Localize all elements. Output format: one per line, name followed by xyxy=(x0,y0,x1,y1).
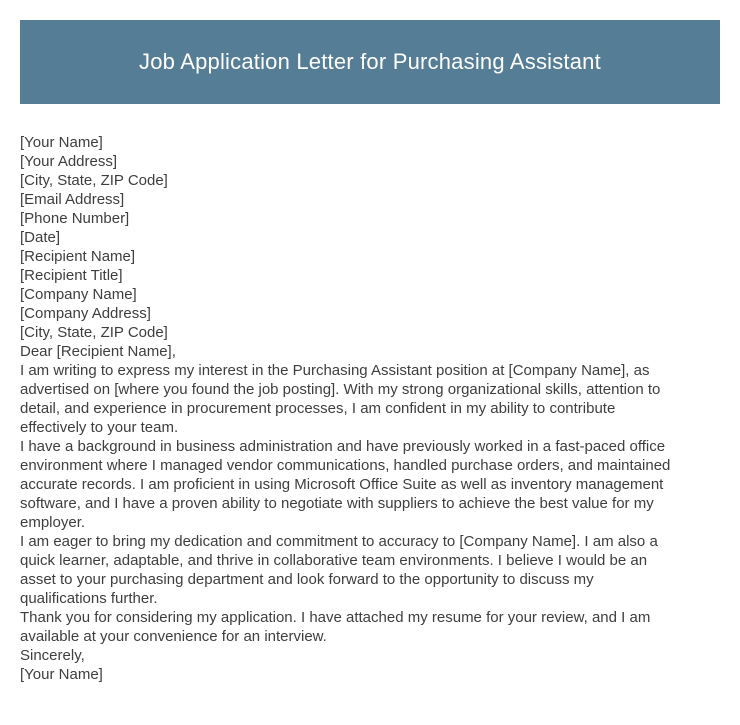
paragraph-line: Thank you for considering my application. I have attached my resume for your review, and I am xyxy=(20,609,651,626)
paragraph-line: advertised on [where you found the job posting]. With my strong organizational skills, attention to xyxy=(20,381,661,398)
salutation: Dear [Recipient Name], xyxy=(20,343,176,360)
closing: Sincerely, xyxy=(20,647,85,664)
letter-body xyxy=(20,133,720,684)
body-paragraph-lines xyxy=(20,361,720,646)
sender-line: [Your Address] xyxy=(20,153,118,170)
recipient-line: [Company Name] xyxy=(20,286,137,303)
paragraph-line: environment where I managed vendor communications, handled purchase orders, and maintained xyxy=(20,457,671,474)
sender-block xyxy=(20,133,720,247)
recipient-line: [Recipient Title] xyxy=(20,267,123,284)
paragraph-line: detail, and experience in procurement processes, I am confident in my ability to contribute xyxy=(20,400,616,417)
signature: [Your Name] xyxy=(20,666,103,683)
paragraph-line: I am eager to bring my dedication and commitment to accuracy to [Company Name]. I am also a xyxy=(20,533,658,550)
sender-line: [Your Name] xyxy=(20,134,103,151)
paragraph-line: quick learner, adaptable, and thrive in collaborative team environments. I believe I would be an xyxy=(20,552,648,569)
paragraph-line: software, and I have a proven ability to negotiate with suppliers to achieve the best value for my xyxy=(20,495,654,512)
recipient-block xyxy=(20,247,720,342)
recipient-line: [Company Address] xyxy=(20,305,151,322)
paragraph-line: qualifications further. xyxy=(20,590,158,607)
sender-line: [City, State, ZIP Code] xyxy=(20,172,168,189)
sender-line: [Email Address] xyxy=(20,191,125,208)
recipient-line: [Recipient Name] xyxy=(20,248,136,265)
paragraph-line: accurate records. I am proficient in using Microsoft Office Suite as well as inventory management xyxy=(20,476,664,493)
sender-line: [Phone Number] xyxy=(20,210,130,227)
page-title: Job Application Letter for Purchasing Assistant xyxy=(139,49,601,74)
sender-line: [Date] xyxy=(20,229,61,246)
paragraph-line: employer. xyxy=(20,514,86,531)
paragraph-line: available at your convenience for an interview. xyxy=(20,628,327,645)
page xyxy=(0,20,740,725)
recipient-line: [City, State, ZIP Code] xyxy=(20,324,168,341)
paragraph-line: effectively to your team. xyxy=(20,419,179,436)
paragraph-line: I have a background in business administration and have previously worked in a fast-paced office xyxy=(20,438,666,455)
header-banner xyxy=(20,20,720,104)
paragraph-line: asset to your purchasing department and look forward to the opportunity to discuss my xyxy=(20,571,594,588)
paragraph-line: I am writing to express my interest in the Purchasing Assistant position at [Company Name], as xyxy=(20,362,650,379)
